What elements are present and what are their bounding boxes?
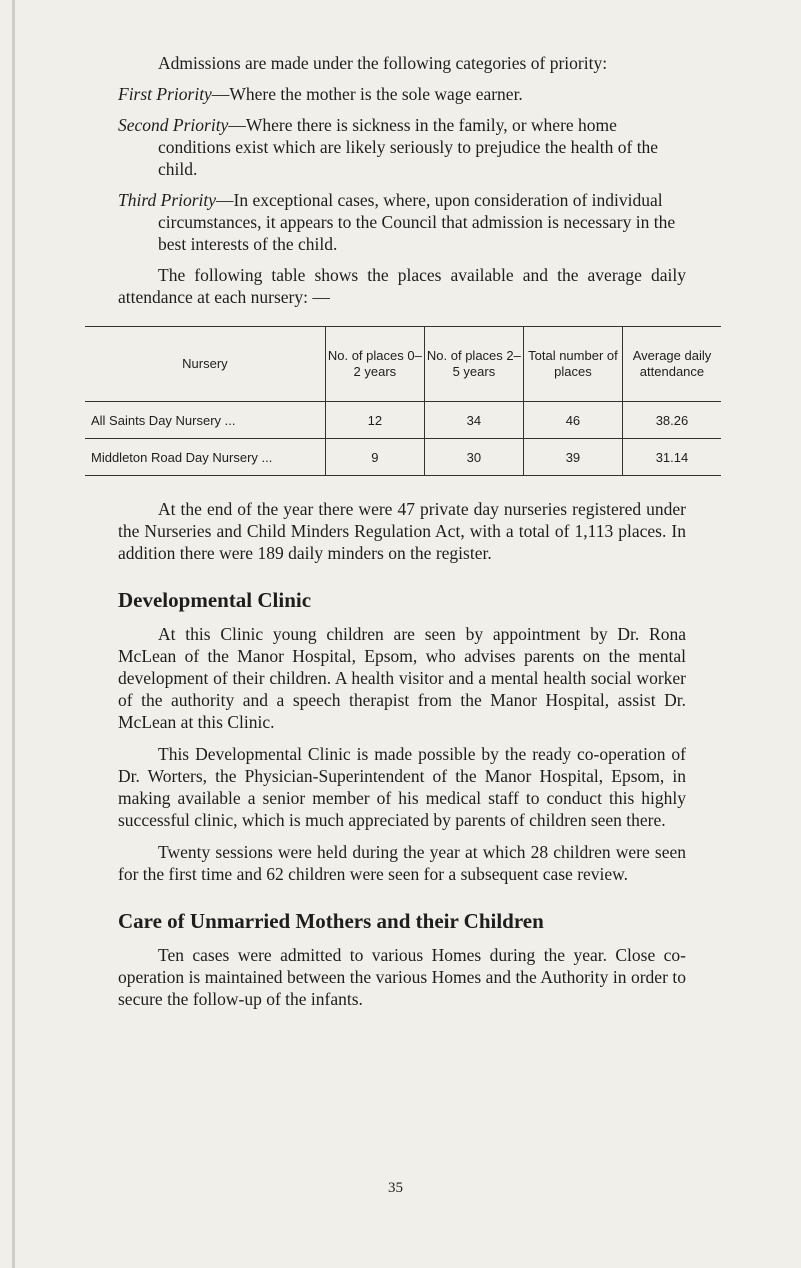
private-nurseries-paragraph: At the end of the year there were 47 private day nurseries registered under the Nurseries and Child Minders Regulation Act, with a total of 1,113 places. In addition there were 189 daily minders on the register. <box>118 499 686 563</box>
cell-places-2-5: 30 <box>424 439 523 476</box>
header-average-attendance: Average daily attendance <box>622 327 721 402</box>
cell-places-0-2: 9 <box>325 439 424 476</box>
table-row <box>85 439 721 476</box>
page-number: 35 <box>388 1180 403 1196</box>
table-intro: The following table shows the places available and the average daily attendance at each nursery: — <box>118 265 686 307</box>
cell-total-places: 46 <box>523 402 622 439</box>
cell-nursery-name: All Saints Day Nursery ... <box>85 402 325 439</box>
second-priority-text: —Where there is sickness in the family, or where home conditions exist which are likely seriously to prejudice the health of the child. <box>158 115 659 179</box>
unmarried-mothers-paragraph: Ten cases were admitted to various Homes during the year. Close co-operation is maintained between the various Homes and the Authority in order to secure the follow-up of the infants. <box>118 945 686 1009</box>
priority-intro: Admissions are made under the following categories of priority: <box>158 53 608 73</box>
second-priority <box>118 114 686 180</box>
header-total-places: Total number of places <box>523 327 622 402</box>
table-header-row <box>85 327 721 402</box>
first-priority <box>118 83 686 105</box>
header-nursery: Nursery <box>85 327 325 402</box>
cell-places-2-5: 34 <box>424 402 523 439</box>
third-priority-label: Third Priority <box>118 190 217 210</box>
developmental-paragraph-2: This Developmental Clinic is made possible by the ready co-operation of Dr. Worters, the Physician-Superintendent of the Manor Hospital, Epsom, in making available a senior member of his medical staff to conduct this highly successful clinic, which is much appreciated by parents of children seen there. <box>118 744 686 830</box>
developmental-paragraph-3: Twenty sessions were held during the year at which 28 children were seen for the first time and 62 children were seen for a subsequent case review. <box>118 842 686 884</box>
first-priority-text: —Where the mother is the sole wage earner. <box>211 84 523 104</box>
third-priority <box>118 189 686 255</box>
second-priority-label: Second Priority <box>118 115 229 135</box>
third-priority-text: —In exceptional cases, where, upon consideration of individual circumstances, it appears to the Council that admission is necessary in the best interests of the child. <box>158 190 676 254</box>
cell-places-0-2: 12 <box>325 402 424 439</box>
cell-total-places: 39 <box>523 439 622 476</box>
cell-nursery-name: Middleton Road Day Nursery ... <box>85 439 325 476</box>
header-places-0-2: No. of places 0–2 years <box>325 327 424 402</box>
developmental-clinic-heading: Developmental Clinic <box>118 588 312 612</box>
cell-average-attendance: 31.14 <box>622 439 721 476</box>
cell-average-attendance: 38.26 <box>622 402 721 439</box>
header-places-2-5: No. of places 2–5 years <box>424 327 523 402</box>
document-page <box>91 52 712 1020</box>
table-row <box>85 402 721 439</box>
developmental-paragraph-1: At this Clinic young children are seen by appointment by Dr. Rona McLean of the Manor Hospital, Epsom, who advises parents on the mental development of their children. A health visitor and a mental health social worker of the authority and a speech therapist from the Manor Hospital, assist Dr. McLean at this Clinic. <box>118 624 686 732</box>
first-priority-label: First Priority <box>118 84 212 104</box>
page-edge-line <box>12 0 15 1268</box>
unmarried-mothers-heading: Care of Unmarried Mothers and their Children <box>118 909 544 933</box>
nursery-table <box>85 326 721 476</box>
